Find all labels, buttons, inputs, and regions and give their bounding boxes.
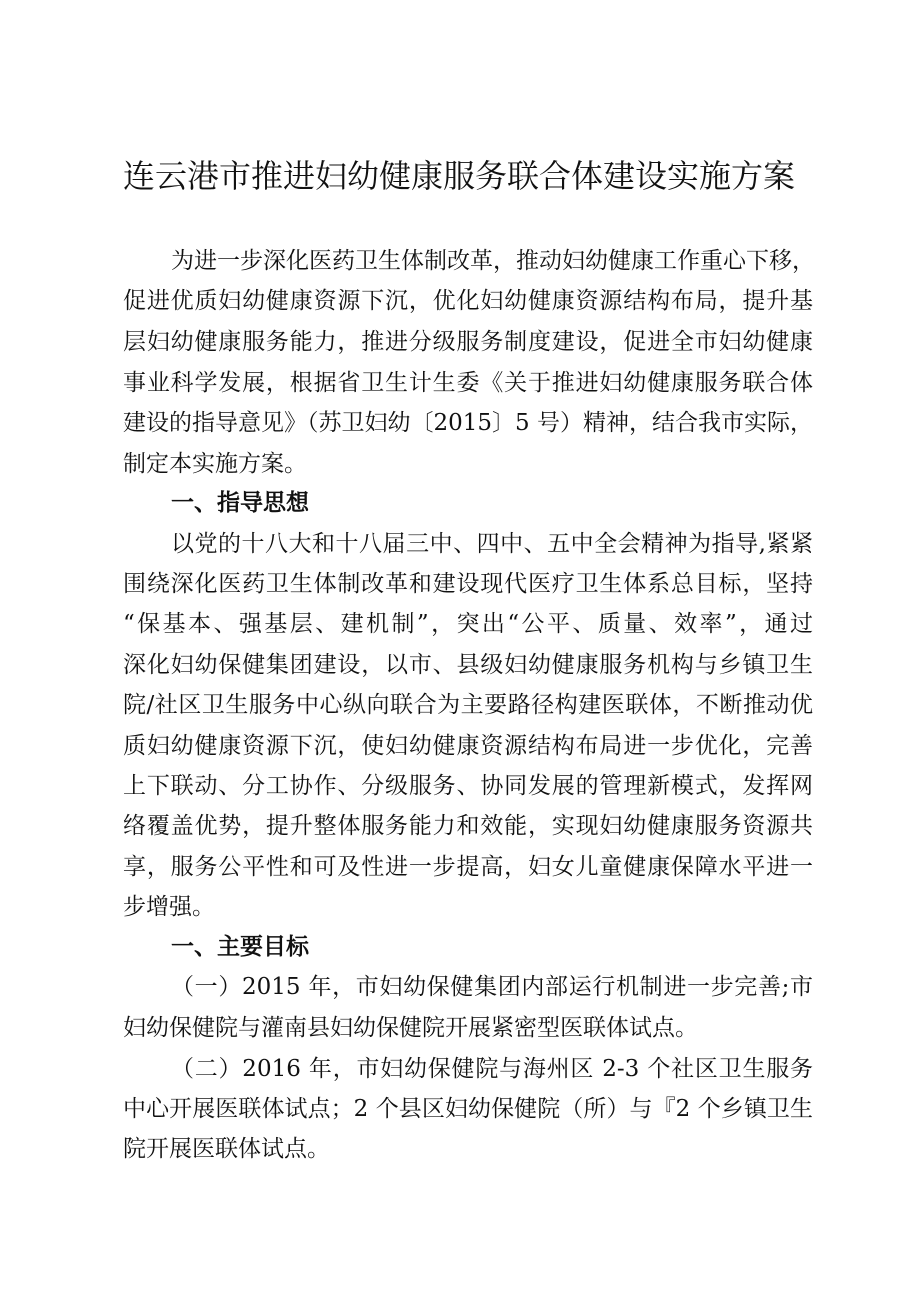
section1-line: 步增强。 — [123, 894, 215, 920]
goal-item-line: 妇幼保健院与灌南县妇幼保健院开展紧密型医联体试点。 — [123, 1015, 698, 1041]
goal-item-line: （二）2016 年，市妇幼保健院与海州区 2-3 个社区卫生服务 — [171, 1056, 813, 1082]
section1-line: 院/社区卫生服务中心纵向联合为主要路径构建医联体，不断推动优 — [123, 692, 813, 718]
goal-item-line: （一）2015 年，市妇幼保健集团内部运行机制进一步完善;市 — [171, 974, 813, 1000]
intro-line: 建设的指导意见》（苏卫妇幼〔2015〕5 号）精神，结合我市实际， — [123, 410, 813, 436]
intro-line: 制定本实施方案。 — [123, 451, 307, 477]
intro-line: 促进优质妇幼健康资源下沉，优化妇幼健康资源结构布局，提升基 — [123, 288, 813, 314]
intro-line: 层妇幼健康服务能力，推进分级服务制度建设，促进全市妇幼健康 — [123, 329, 813, 355]
goal-item-line: 中心开展医联体试点；2 个县区妇幼保健院（所）与『2 个乡镇卫生 — [123, 1096, 813, 1122]
goal-item-line: 院开展医联体试点。 — [123, 1136, 330, 1162]
section1-line: “保基本、强基层、建机制”，突出“公平、质量、效率”，通过 — [123, 611, 813, 637]
section1-line: 上下联动、分工协作、分级服务、协同发展的管理新模式，发挥网 — [123, 773, 813, 799]
section1-line: 络覆盖优势，提升整体服务能力和效能，实现妇幼健康服务资源共 — [123, 813, 813, 839]
section1-line: 以党的十八大和十八届三中、四中、五中全会精神为指导,紧紧 — [171, 531, 813, 557]
section-heading-main-goals: 一、主要目标 — [171, 934, 309, 960]
section-heading-guiding-ideology: 一、指导思想 — [171, 490, 309, 516]
intro-line: 事业科学发展，根据省卫生计生委《关于推进妇幼健康服务联合体 — [123, 370, 813, 396]
document-title: 连云港市推进妇幼健康服务联合体建设实施方案 — [123, 157, 796, 195]
section1-line: 深化妇幼保健集团建设，以市、县级妇幼健康服务机构与乡镇卫生 — [123, 652, 813, 678]
section1-line: 围绕深化医药卫生体制改革和建设现代医疗卫生体系总目标，坚持 — [123, 571, 813, 597]
intro-line: 为进一步深化医药卫生体制改革，推动妇幼健康工作重心下移， — [171, 248, 815, 274]
section1-line: 质妇幼健康资源下沉，使妇幼健康资源结构布局进一步优化，完善 — [123, 733, 813, 759]
section1-line: 享，服务公平性和可及性进一步提高，妇女儿童健康保障水平进一 — [123, 854, 813, 880]
